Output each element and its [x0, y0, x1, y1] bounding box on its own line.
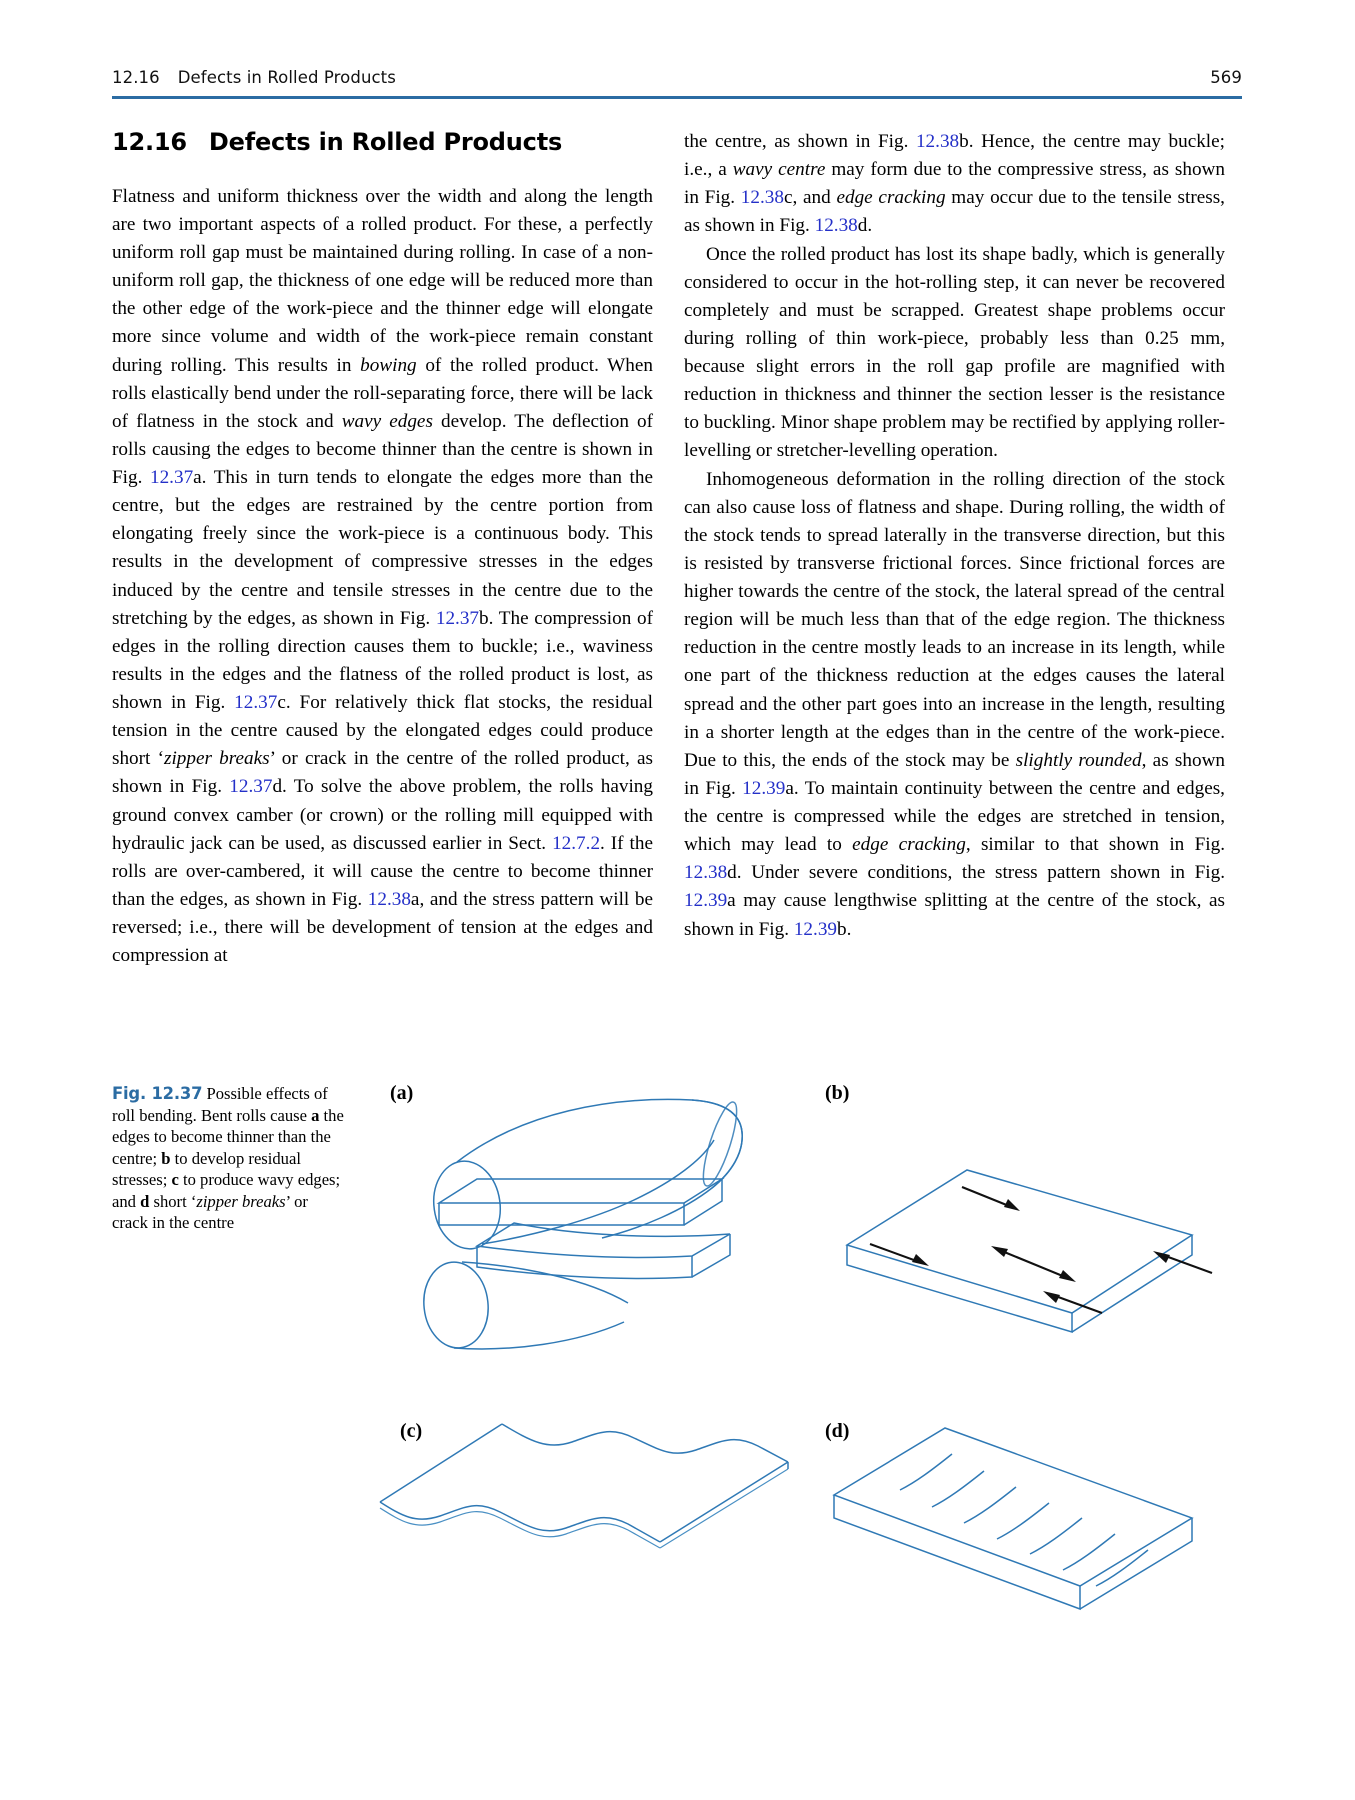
- zipper-break-cracks: [900, 1454, 1148, 1586]
- text-run: a. This in turn tends to elongate the edges more than the centre, but the edges are restrained by the centre portion from elongating freely since the work-piece is a continuous body. This results in the development of compressive stresses in the edges induced by the centre and tensile stresses in the centre due to the stretching by the edges, as shown in Fig.: [112, 467, 653, 629]
- section-number: 12.16: [112, 128, 187, 156]
- text-run: b. The compression of edges in the rolling direction causes them to buckle; i.e., waviness results in the edges and the flatness of the rolled product is lost, as shown in Fig.: [112, 607, 653, 714]
- emphasis-zipper-breaks: zipper breaks: [163, 748, 270, 770]
- text-run: b. Hence, the centre may buckle; i.e., a: [684, 131, 1225, 181]
- figure-reference-link[interactable]: 12.38: [915, 131, 960, 152]
- panel-b-drawing: [792, 1060, 1242, 1360]
- panel-a-drawing: [362, 1060, 782, 1360]
- panel-label-b: (b): [825, 1082, 850, 1104]
- figure-reference-link[interactable]: 12.39: [742, 777, 786, 799]
- caption-item-b: b: [161, 1148, 171, 1168]
- figure-reference-link[interactable]: 12.39: [793, 918, 837, 940]
- page-number: 569: [1210, 68, 1242, 87]
- text-run: c, and: [783, 187, 837, 209]
- figure-reference-link[interactable]: 12.37: [229, 776, 273, 798]
- text-run: of the rolled product. When rolls elastically bend under the roll-separating force, there will be lack of flatness in the stock and: [112, 354, 654, 432]
- text-run: Possible effects of roll bending. Bent rolls cause: [112, 1084, 328, 1125]
- panel-label-c: (c): [400, 1420, 423, 1442]
- running-head-section-name: Defects in Rolled Products: [177, 68, 396, 87]
- figure-panel-b: [792, 1060, 1242, 1360]
- text-run: Flatness and uniform thickness over the width and along the length are two important aspects of a rolled product. For these, a perfectly uniform roll gap must be maintained during rolling. In case of a non-uniform roll gap, the thickness of one edge will be reduced more than the other edge of the work-piece and the thinner edge will elongate more since volume and width of the work-piece remain constant during rolling. This results in: [112, 185, 653, 376]
- figure-panel-d: [792, 1390, 1242, 1660]
- figure-panel-a: [362, 1060, 782, 1360]
- caption-item-a: a: [311, 1105, 320, 1125]
- caption-item-c: c: [171, 1170, 179, 1190]
- figure-reference-link[interactable]: 12.38: [367, 888, 411, 910]
- text-run: may occur due to the tensile stress, as shown in Fig.: [684, 187, 1225, 237]
- panel-c-drawing: [372, 1390, 792, 1660]
- section-title-text: Defects in Rolled Products: [208, 128, 563, 156]
- figure-reference-link[interactable]: 12.38: [684, 862, 728, 884]
- right-paragraph-2: Once the rolled product has lost its shape badly, which is generally considered to occur in the hot-rolling step, it can never be recovered completely and must be scrapped. Greatest shape problems occur during rolling of thin work-piece, probably less than 0.25 mm, because slight errors in the roll gap profile are magnified with reduction in thickness and thinner the section lesser is the resistance to buckling. Minor shape problem may be rectified by applying roller-levelling or stretcher-levelling operation.: [684, 243, 1225, 462]
- text-run: short ‘: [149, 1191, 197, 1211]
- right-column: [684, 128, 1225, 944]
- emphasis-zipper-breaks: zipper breaks: [196, 1191, 286, 1211]
- text-run: develop. The deflection of rolls causing the edges to become thinner than the centre is shown in Fig.: [112, 410, 653, 489]
- figure-reference-link[interactable]: 12.37: [149, 467, 194, 489]
- text-run: a may cause lengthwise splitting at the centre of the stock, as shown in Fig.: [684, 890, 1225, 940]
- text-run: the centre, as shown in Fig.: [684, 131, 916, 152]
- running-head: [112, 68, 1242, 87]
- text-run: to develop residual stresses;: [112, 1148, 301, 1190]
- figure-reference-link[interactable]: 12.37: [234, 692, 278, 714]
- text-run: Inhomogeneous deformation in the rolling direction of the stock can also cause loss of flatness and shape. During rolling, the width of the stock tends to spread laterally in the transverse direction, but this is resisted by transverse frictional forces. Since frictional forces are higher towards the centre of the stock, the lateral spread of the central region will be much less than that of the edge region. The thickness reduction in the centre mostly leads to an increase in its length, while one part of the thickness reduction at the edges causes the lateral spread and the other part goes into an increase in the length, resulting in a shorter length at the edges than in the centre of the work-piece. Due to this, the ends of the stock may be: [684, 468, 1225, 771]
- figure-reference-link[interactable]: 12.37: [435, 607, 480, 629]
- figure-12-37: [112, 1060, 1242, 1680]
- left-column: [112, 128, 653, 970]
- right-paragraph-3: [684, 466, 1225, 944]
- figure-reference-link[interactable]: 12.38: [740, 187, 784, 209]
- figure-panels: [362, 1060, 1242, 1680]
- left-paragraph-1: [112, 183, 653, 971]
- text-run: to produce wavy edges; and: [112, 1170, 341, 1211]
- text-run: , as shown in Fig.: [684, 749, 1226, 799]
- text-run: ’ or crack in the centre of the rolled product, as shown in Fig.: [112, 748, 653, 798]
- emphasis-wavy-centre: wavy centre: [732, 159, 826, 181]
- caption-item-d: d: [140, 1191, 150, 1211]
- text-run: , similar to that shown in Fig.: [965, 834, 1225, 856]
- panel-label-a: (a): [390, 1082, 414, 1104]
- text-run: may form due to the compressive stress, as shown in Fig.: [684, 159, 1225, 209]
- emphasis-edge-cracking: edge cracking: [836, 187, 946, 209]
- figure-caption-label: Fig. 12.37: [112, 1084, 203, 1103]
- figure-reference-link[interactable]: 12.39: [684, 890, 728, 912]
- emphasis-wavy-edges: wavy edges: [341, 410, 433, 432]
- panel-label-d: (d): [825, 1420, 850, 1442]
- text-run: b.: [837, 918, 852, 940]
- page-title: [112, 128, 653, 157]
- text-run: . If the rolls are over-cambered, it will cause the centre to become thinner than the edges, as shown in Fig.: [112, 832, 653, 910]
- right-paragraph-1: [684, 128, 1225, 241]
- figure-caption: [112, 1083, 344, 1234]
- text-run: the edges to become thinner than the centre;: [112, 1105, 344, 1168]
- emphasis-edge-cracking: edge cracking: [852, 834, 966, 856]
- running-head-section-number: 12.16: [112, 68, 160, 87]
- section-reference-link[interactable]: 12.7.2: [552, 832, 601, 854]
- text-run: a, and the stress pattern will be reversed; i.e., there will be development of tension at the edges and compression at: [112, 888, 653, 967]
- text-run: d.: [857, 215, 873, 237]
- header-rule: [112, 96, 1242, 99]
- figure-panel-c: [372, 1390, 792, 1660]
- text-run: d. To solve the above problem, the rolls having ground convex camber (or crown) or the rolling mill equipped with hydraulic jack can be used, as discussed earlier in Sect.: [112, 776, 653, 854]
- text-run: a. To maintain continuity between the centre and edges, the centre is compressed while the edges are stretched in tension, which may lead to: [684, 777, 1225, 856]
- figure-reference-link[interactable]: 12.38: [814, 215, 858, 237]
- emphasis-bowing: bowing: [360, 354, 417, 376]
- running-head-left: [112, 68, 396, 87]
- panel-d-drawing: [792, 1390, 1242, 1660]
- text-run: d. Under severe conditions, the stress pattern shown in Fig.: [727, 862, 1225, 884]
- text-run: ’ or crack in the centre: [112, 1191, 308, 1233]
- emphasis-slightly-rounded: slightly rounded: [1015, 749, 1142, 771]
- stress-arrows: [870, 1187, 1212, 1313]
- text-run: c. For relatively thick flat stocks, the residual tension in the centre caused by the elongated edges could produce short ‘: [112, 692, 653, 770]
